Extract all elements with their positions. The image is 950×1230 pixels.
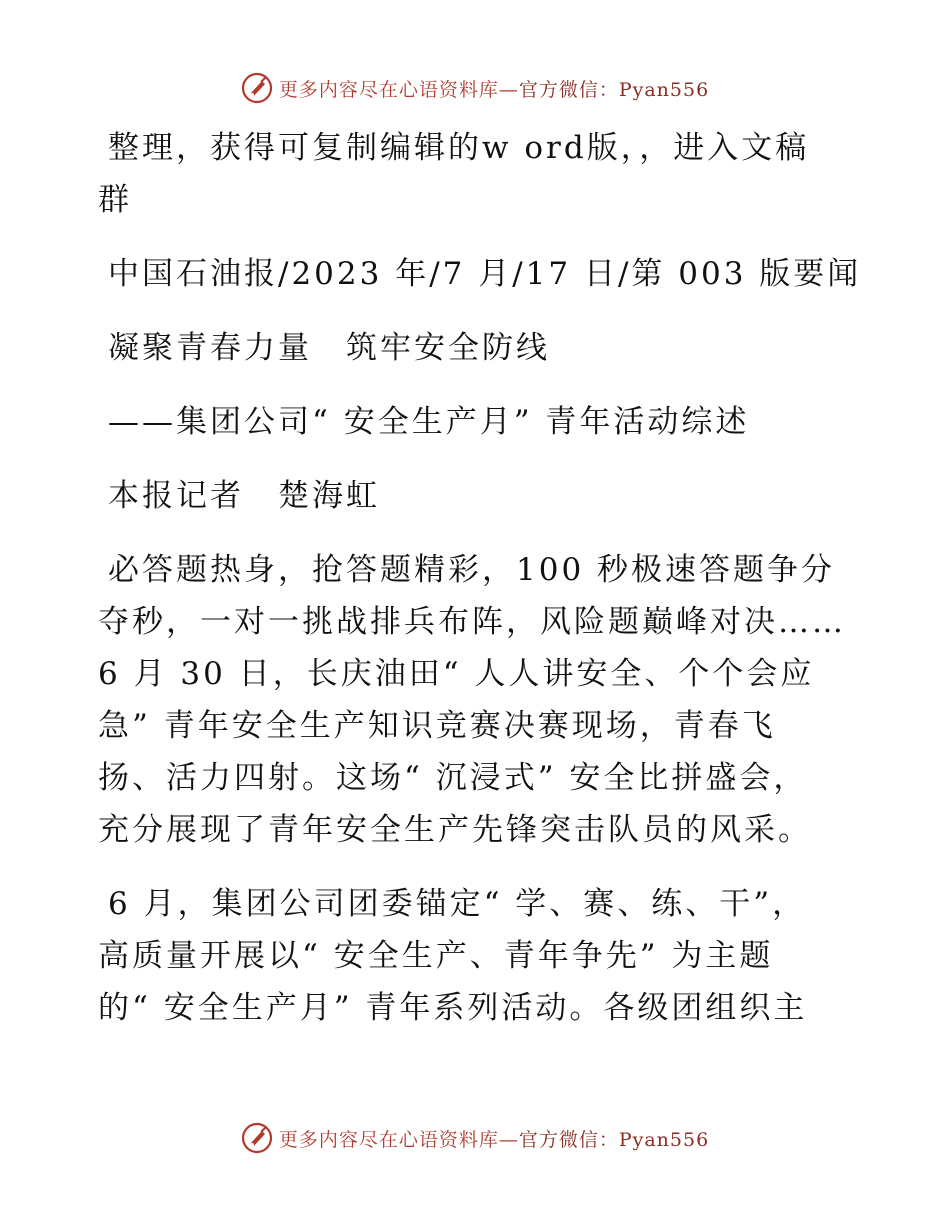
banner-site-name: 更多内容尽在心语资料库: [278, 78, 499, 101]
text-line: ——集团公司“ 安全生产月” 青年活动综述: [108, 404, 750, 440]
paragraph: [98, 122, 858, 226]
text-line: 必答题热身，抢答题精彩，100 秒极速答题争分: [108, 552, 836, 588]
article-body: [98, 122, 862, 1056]
text-line: 扬、活力四射。这场“ 沉浸式” 安全比拼盛会，: [98, 760, 808, 796]
banner-text: [279, 75, 709, 102]
footer-banner: [0, 1122, 950, 1154]
paragraph: [98, 878, 858, 1034]
paragraph: [98, 470, 858, 522]
banner-site-name: 更多内容尽在心语资料库: [278, 1128, 499, 1151]
text-line: 6 月，集团公司团委锚定“ 学、赛、练、干”，: [108, 886, 807, 922]
paragraph: [98, 248, 862, 300]
seal-logo-icon: [241, 72, 273, 104]
banner-wechat: 官方微信：Pyan556: [518, 78, 710, 101]
paragraph: [98, 396, 858, 448]
text-line: 凝聚青春力量 筑牢安全防线: [108, 330, 550, 366]
banner-dash: —: [498, 78, 519, 101]
text-line: 群: [98, 182, 132, 218]
banner-text: [279, 1125, 709, 1152]
text-line: 充分展现了青年安全生产先锋突击队员的风采。: [98, 812, 812, 848]
text-line: 高质量开展以“ 安全生产、青年争先” 为主题: [98, 938, 774, 974]
text-line: 本报记者 楚海虹: [108, 478, 380, 514]
text-line: 6 月 30 日，长庆油田“ 人人讲安全、个个会应: [98, 656, 815, 692]
text-line: 的“ 安全生产月” 青年系列活动。各级团组织主: [98, 990, 808, 1026]
paragraph: [98, 322, 858, 374]
text-line: 夺秒，一对一挑战排兵布阵，风险题巅峰对决……: [98, 604, 846, 640]
text-line: 中国石油报/2023 年/7 月/17 日/第 003 版要闻: [108, 256, 862, 292]
seal-logo-icon: [241, 1122, 273, 1154]
banner-dash: —: [498, 1128, 519, 1151]
header-banner: [0, 72, 950, 104]
paragraph: [98, 544, 858, 856]
text-line: 整理，获得可复制编辑的w ord版，，进入文稿: [108, 130, 810, 166]
text-line: 急” 青年安全生产知识竞赛决赛现场，青春飞: [98, 708, 776, 744]
banner-wechat: 官方微信：Pyan556: [518, 1128, 710, 1151]
